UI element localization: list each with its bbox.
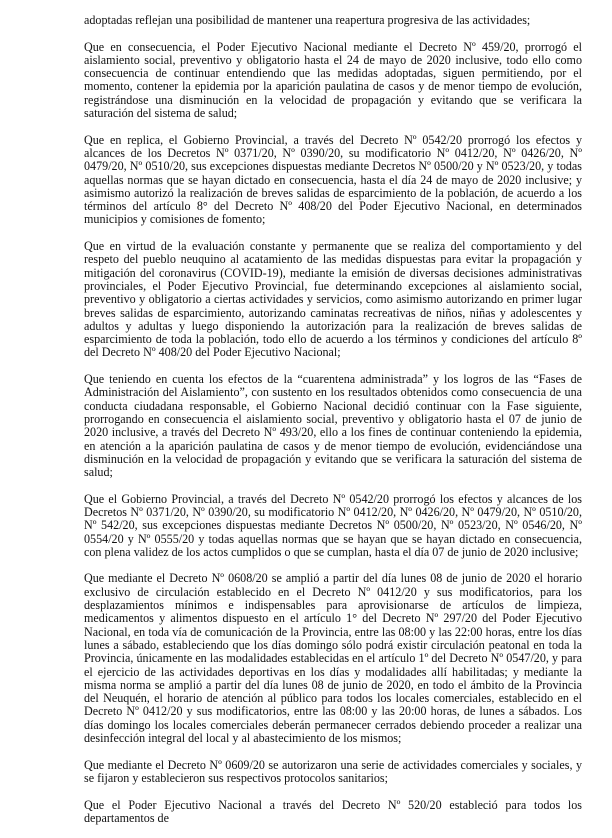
paragraph-2: Que en consecuencia, el Poder Ejecutivo Nacional mediante el Decreto Nº 459/20, prorrogó el aislamiento social, preventivo y obligatorio hasta el 24 de mayo de 2020 inclusive, todo ello como consecuencia de continuar entendiendo que las medidas adoptadas, siguen permitiendo, por el momento, contener la epidemia por la aparición paulatina de casos y de menor tiempo de evolución, registrándose una disminución en la velocidad de propagación y evitando que se verificara la saturación del sistema de salud; <box>84 39 582 121</box>
paragraph-3: Que en replica, el Gobierno Provincial, a través del Decreto Nº 0542/20 prorrogó los efectos y alcances de los Decretos Nº 0371/20, Nº 0390/20, su modificatorio Nº 0412/20, Nº 0426/20, Nº 0479/20, Nº 0510/20, sus excepciones dispuestas mediante Decretos Nº 0500/20 y Nº 0523/20, y todas aquellas normas que se hayan dictado en consecuencia, hasta el día 24 de mayo de 2020 inclusive; y asimismo autorizó la realización de breves salidas de esparcimiento de la población, de acuerdo a los términos del artículo 8° del Decreto Nº 408/20 del Poder Ejecutivo Nacional, en determinados municipios y comisiones de fomento; <box>84 132 582 227</box>
paragraph-9: Que el Poder Ejecutivo Nacional a través del Decreto Nº 520/20 estableció para todos los departamentos de <box>84 797 582 825</box>
paragraph-5: Que teniendo en cuenta los efectos de la “cuarentena administrada” y los logros de las “Fases de Administración del Aislamiento”, con sustento en los resultados obtenidos como consecuencia de una conducta ciudadana responsable, el Gobierno Nacional decidió continuar con la Fase siguiente, prorrogando en consecuencia el aislamiento social, preventivo y obligatorio hasta el 07 de junio de 2020 inclusive, a través del Decreto Nº 493/20, ello a los fines de continuar conteniendo la epidemia, en atención a la aparición paulatina de casos y de menor tiempo de evolución, evidenciándose una disminución en la velocidad de propagación y evitando que se verificara la saturación del sistema de salud; <box>84 372 582 480</box>
document-page <box>84 14 582 838</box>
paragraph-6: Que el Gobierno Provincial, a través del Decreto Nº 0542/20 prorrogó los efectos y alcances de los Decretos Nº 0371/20, Nº 0390/20, su modificatorio Nº 0412/20, Nº 0426/20, Nº 0479/20, Nº 0510/20, Nº 542/20, sus excepciones dispuestas mediante Decretos Nº 0500/20, Nº 0523/20, Nº 0546/20, Nº 0554/20 y Nº 0555/20 y todas aquellas normas que se hayan que se hayan dictado en consecuencia, con plena validez de los actos cumplidos o que se cumplan, hasta el día 07 de junio de 2020 inclusive; <box>84 491 582 559</box>
paragraph-1: adoptadas reflejan una posibilidad de mantener una reapertura progresiva de las actividades; <box>84 13 531 27</box>
paragraph-7: Que mediante el Decreto Nº 0608/20 se amplió a partir del día lunes 08 de junio de 2020 el horario exclusivo de circulación establecido en el Decreto Nº 0412/20 y sus modificatorios, para los desplazamientos mínimos e indispensables para aprovisionarse de artículos de limpieza, medicamentos y alimentos dispuesto en el artículo 1° del Decreto Nº 297/20 del Poder Ejecutivo Nacional, en toda vía de comunicación de la Provincia, entre las 08:00 y las 22:00 horas, entre los días lunes a sábado, estableciendo que los días domingo sólo podrá existir circulación peatonal en toda la Provincia, únicamente en las modalidades establecidas en el artículo 1º del Decreto Nº 0547/20, y para el ejercicio de las actividades deportivas en los días y modalidades allí habilitadas; y mediante la misma norma se amplió a partir del día lunes 08 de junio de 2020, en todo el ámbito de la Provincia del Neuquén, el horario de atención al público para todos los locales comerciales, establecido en el Decreto Nº 0412/20 y sus modificatorios, entre las 08:00 y las 20:00 horas, de lunes a sábados. Los días domingo los locales comerciales deberán permanecer cerrados debiendo proceder a realizar una desinfección integral del local y al abastecimiento de los mismos; <box>84 571 582 746</box>
paragraph-8: Que mediante el Decreto Nº 0609/20 se autorizaron una serie de actividades comerciales y sociales, y se fijaron y establecieron sus respectivos protocolos sanitarios; <box>84 757 582 785</box>
paragraph-4: Que en virtud de la evaluación constante y permanente que se realiza del comportamiento y del respeto del pueblo neuquino al acatamiento de las medidas dispuestas para evitar la propagación y mitigación del coronavirus (COVID-19), mediante la emisión de diversas decisiones administrativas provinciales, el Poder Ejecutivo Provincial, fue determinando excepciones al aislamiento social, preventivo y obligatorio a ciertas actividades y servicios, como asimismo autorizando en primer lugar breves salidas de esparcimiento, autorizando caminatas recreativas de niños, niñas y adolescentes y adultos y adultas y luego disponiendo la autorización para la realización de breves salidas de esparcimiento de toda la población, todo ello de acuerdo a los términos y condiciones del artículo 8º del Decreto Nº 408/20 del Poder Ejecutivo Nacional; <box>84 239 582 360</box>
